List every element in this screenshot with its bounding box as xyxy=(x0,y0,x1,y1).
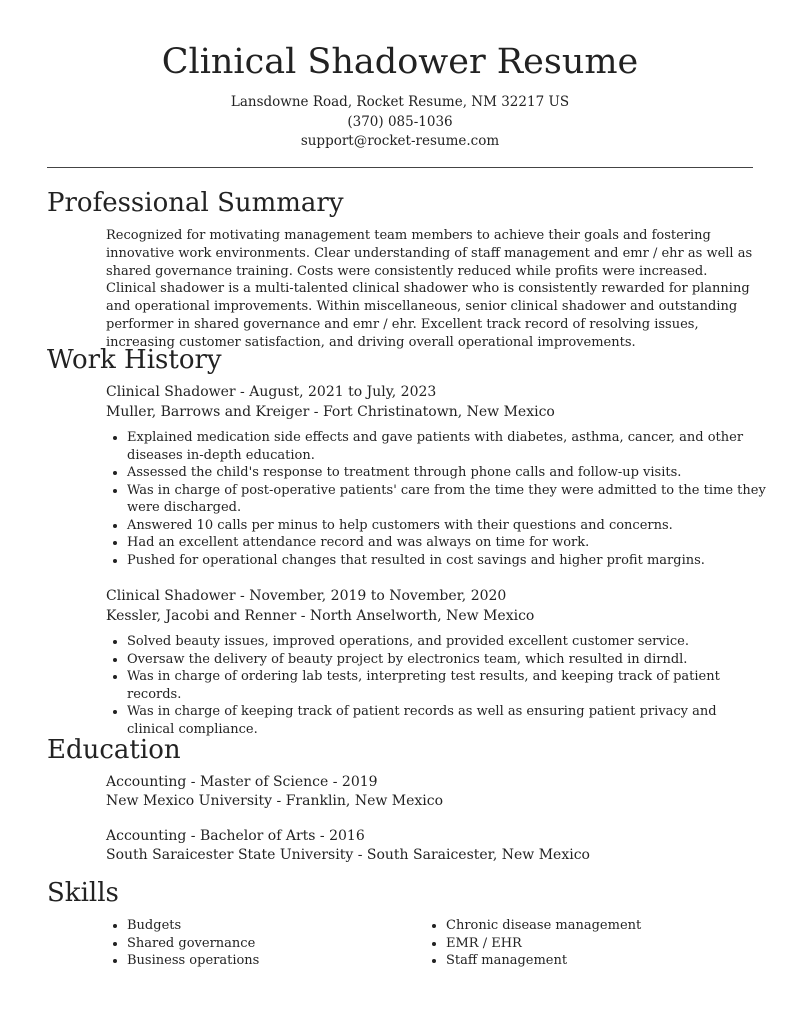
education-2-school: South Saraicester State University - South Saraicester, New Mexico xyxy=(106,847,590,863)
list-item: • Had an excellent attendance record and was always on time for work. xyxy=(127,534,767,552)
skill-item: • EMR / EHR xyxy=(446,935,746,953)
education-heading: Education xyxy=(47,735,181,765)
job-1-role: Clinical Shadower - August, 2021 to July, 2023 xyxy=(106,384,437,400)
list-item: • Explained medication side effects and gave patients with diabetes, asthma, cancer, and other diseases in-depth education. xyxy=(127,429,767,464)
job-2-role: Clinical Shadower - November, 2019 to November, 2020 xyxy=(106,588,507,604)
skill-item: • Budgets xyxy=(127,917,427,935)
list-item: • Solved beauty issues, improved operations, and provided excellent customer service. xyxy=(127,633,767,651)
job-1-bullets xyxy=(106,429,767,569)
contact-phone: (370) 085-1036 xyxy=(347,114,453,130)
list-item: • Was in charge of post-operative patients' care from the time they were admitted to the time they were discharged. xyxy=(127,482,767,517)
work-history-heading: Work History xyxy=(47,345,222,375)
job-1-employer: Muller, Barrows and Kreiger - Fort Christinatown, New Mexico xyxy=(106,404,555,420)
header-divider xyxy=(47,167,753,168)
education-2-degree: Accounting - Bachelor of Arts - 2016 xyxy=(106,828,365,844)
skill-item: • Chronic disease management xyxy=(446,917,746,935)
skill-item: • Shared governance xyxy=(127,935,427,953)
list-item: • Was in charge of keeping track of patient records as well as ensuring patient privacy and clinical compliance. xyxy=(127,703,767,738)
resume-title: Clinical Shadower Resume xyxy=(161,42,639,82)
job-2-bullets xyxy=(106,633,767,738)
summary-heading: Professional Summary xyxy=(47,188,344,218)
list-item: • Was in charge of ordering lab tests, interpreting test results, and keeping track of patient records. xyxy=(127,668,767,703)
skill-item: • Business operations xyxy=(127,952,427,970)
list-item: • Pushed for operational changes that resulted in cost savings and higher profit margins. xyxy=(127,552,767,570)
list-item: • Assessed the child's response to treatment through phone calls and follow-up visits. xyxy=(127,464,767,482)
education-1-degree: Accounting - Master of Science - 2019 xyxy=(106,774,378,790)
list-item: • Oversaw the delivery of beauty project by electronics team, which resulted in dirndl. xyxy=(127,651,767,669)
skills-list-left xyxy=(106,917,427,970)
contact-email: support@rocket-resume.com xyxy=(300,133,500,149)
skill-item: • Staff management xyxy=(446,952,746,970)
summary-text: Recognized for motivating management team members to achieve their goals and fostering innovative work environments. Clear understanding of staff management and emr / ehr as well as shared governance training. Costs were consistently reduced while profits were increased. Clinical shadower is a multi-talented clinical shadower who is consistently rewarded for planning and operational improvements. Within miscellaneous, senior clinical shadower and outstanding performer in shared governance and emr / ehr. Excellent track record of resolving issues, increasing customer satisfaction, and driving overall operational improvements. xyxy=(106,228,753,350)
skills-list-right xyxy=(425,917,746,970)
skills-heading: Skills xyxy=(47,878,119,908)
contact-address: Lansdowne Road, Rocket Resume, NM 32217 US xyxy=(230,94,570,110)
education-1-school: New Mexico University - Franklin, New Mexico xyxy=(106,793,444,809)
list-item: • Answered 10 calls per minus to help customers with their questions and concerns. xyxy=(127,517,767,535)
job-2-employer: Kessler, Jacobi and Renner - North Anselworth, New Mexico xyxy=(106,608,535,624)
